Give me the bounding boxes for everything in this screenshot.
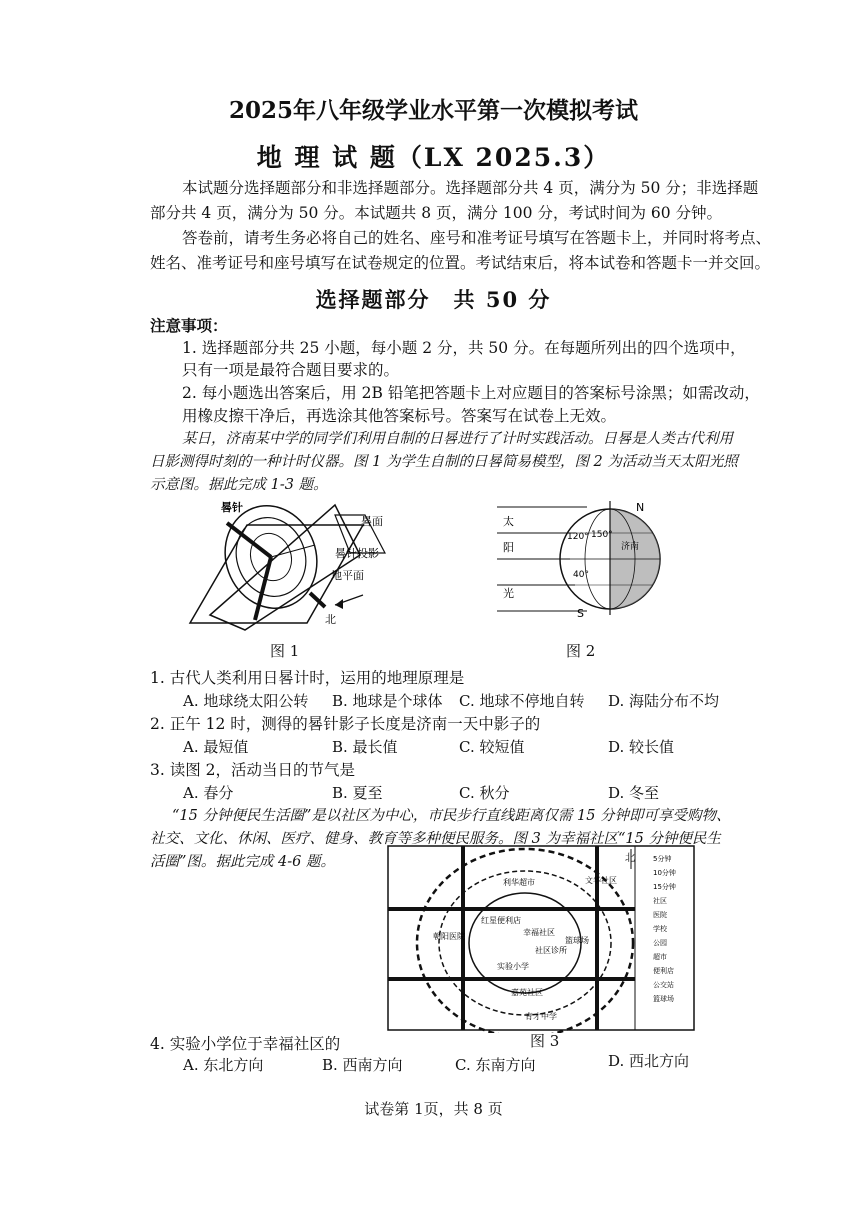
- passage1-line-3: 示意图。据此完成 1-3 题。: [150, 477, 328, 493]
- fig3-legend-1: 5分钟: [653, 855, 672, 863]
- fig3-wenhua-label: 文华社区: [585, 876, 617, 885]
- notice-label: 注意事项：: [150, 316, 228, 335]
- fig2-sun-char-3: 光: [503, 587, 514, 600]
- question-2-stem: 2. 正午 12 时，测得的晷针影子长度是济南一天中影子的: [150, 715, 541, 733]
- exam-subtitle: 地 理 试 题（LX 2025.3）: [256, 143, 611, 172]
- figure-1-sundial: [185, 495, 415, 635]
- fig3-legend-9: 便利店: [653, 967, 674, 975]
- fig3-legend-4: 社区: [653, 897, 667, 905]
- q3-option-a: A. 春分: [183, 784, 234, 802]
- fig1-face-label: 晷面: [361, 515, 383, 528]
- figure-3-caption: 图 3: [530, 1032, 560, 1050]
- fig3-xingfu-label: 幸福社区: [523, 928, 555, 937]
- intro-line-1: 本试题分选择题部分和非选择题部分。选择题部分共 4 页，满分为 50 分；非选择题: [182, 179, 759, 197]
- intro-line-4: 姓名、准考证号和座号填写在试卷规定的位置。考试结束后，将本试卷和答题卡一并交回。: [150, 254, 771, 272]
- fig3-legend-3: 15分钟: [653, 883, 676, 891]
- intro-line-2: 部分共 4 页，满分为 50 分。本试题共 8 页，满分 100 分，考试时间为 60 分钟。: [150, 204, 723, 222]
- fig3-legend-2: 10分钟: [653, 869, 676, 877]
- passage2-line-3: 活圈”图。据此完成 4-6 题。: [150, 854, 335, 870]
- fig1-shadow-label: 晷针投影: [335, 547, 379, 560]
- q1-option-b: B. 地球是个球体: [332, 692, 443, 710]
- fig3-legend-11: 篮球场: [653, 995, 674, 1003]
- fig2-lat-label: 40°: [573, 570, 589, 580]
- q2-option-d: D. 较长值: [608, 738, 675, 756]
- fig3-basket-label: 篮球场: [565, 936, 589, 945]
- exam-title: 2025年八年级学业水平第一次模拟考试: [228, 97, 638, 124]
- q3-option-d: D. 冬至: [608, 784, 660, 802]
- fig2-south-label: S: [577, 607, 584, 620]
- q4-option-b: B. 西南方向: [322, 1056, 403, 1074]
- figure-2-caption: 图 2: [566, 642, 596, 660]
- fig1-needle-label: 晷针: [221, 501, 243, 514]
- fig2-lon2-label: 150°: [591, 530, 613, 540]
- q3-option-b: B. 夏至: [332, 784, 383, 802]
- fig1-north-label: 北: [325, 613, 336, 626]
- intro-line-3: 答卷前，请考生务必将自己的姓名、座号和准考证号填写在答题卡上，并同时将考点、: [182, 229, 772, 247]
- note-2b: 用橡皮擦干净后，再选涂其他答案标号。答案写在试卷上无效。: [182, 407, 617, 425]
- passage1-line-1: 某日，济南某中学的同学们利用自制的日晷进行了计时实践活动。日晷是人类古代利用: [182, 431, 733, 447]
- note-1a: 1. 选择题部分共 25 小题，每小题 2 分，共 50 分。在每题所列出的四个选项中，: [182, 339, 746, 357]
- fig3-legend-6: 学校: [653, 925, 667, 933]
- fig2-lon1-label: 120°: [567, 532, 589, 542]
- question-3-stem: 3. 读图 2，活动当日的节气是: [150, 761, 356, 779]
- q2-option-b: B. 最长值: [332, 738, 398, 756]
- fig2-north-label: N: [636, 501, 645, 514]
- question-1-stem: 1. 古代人类利用日晷计时，运用的地理原理是: [150, 669, 465, 687]
- fig2-city-label: 济南: [621, 542, 640, 552]
- fig3-hongxing-label: 红星便利店: [481, 916, 521, 925]
- note-1b: 只有一项是最符合题目要求的。: [182, 361, 400, 379]
- passage1-line-2: 日影测得时刻的一种计时仪器。图 1 为学生自制的日晷简易模型，图 2 为活动当天太阳光照: [150, 454, 738, 470]
- figure-1-caption: 图 1: [270, 642, 300, 660]
- q2-option-c: C. 较短值: [459, 738, 525, 756]
- q2-option-a: A. 最短值: [183, 738, 249, 756]
- fig3-north-label: 北: [625, 853, 635, 864]
- q1-option-d: D. 海陆分布不均: [608, 692, 720, 710]
- fig1-ground-label: 地平面: [331, 569, 364, 582]
- figure-3-map: [385, 843, 697, 1033]
- fig3-legend-10: 公交站: [653, 981, 674, 989]
- figure-2-illumination: [495, 495, 665, 625]
- fig2-sun-char-2: 阳: [503, 541, 514, 554]
- fig3-jiayuan-label: 嘉苑社区: [511, 988, 543, 997]
- q4-option-a: A. 东北方向: [183, 1056, 264, 1074]
- page-footer: 试卷第 1页，共 8 页: [364, 1100, 503, 1118]
- fig3-legend-7: 公园: [653, 939, 667, 947]
- fig2-sun-char-1: 太: [503, 515, 514, 528]
- q1-option-a: A. 地球绕太阳公转: [183, 692, 309, 710]
- fig3-legend-5: 医院: [653, 911, 667, 919]
- q4-option-d: D. 西北方向: [608, 1052, 690, 1070]
- section-title: 选择题部分 共 50 分: [315, 287, 552, 312]
- fig3-market-label: 利华超市: [503, 878, 535, 887]
- q4-option-c: C. 东南方向: [455, 1056, 536, 1074]
- passage2-line-1: “15 分钟便民生活圈”是以社区为中心，市民步行直线距离仅需 15 分钟即可享受购物、: [172, 808, 731, 824]
- question-4-stem: 4. 实验小学位于幸福社区的: [150, 1035, 341, 1053]
- note-2a: 2. 每小题选出答案后，用 2B 铅笔把答题卡上对应题目的答案标号涂黑；如需改动，: [182, 384, 760, 402]
- fig3-clinic-label: 社区诊所: [535, 946, 567, 955]
- fig3-legend-8: 超市: [653, 953, 667, 961]
- fig3-school-label: 实验小学: [497, 962, 529, 971]
- q3-option-c: C. 秋分: [459, 784, 510, 802]
- q1-option-c: C. 地球不停地自转: [459, 692, 585, 710]
- passage2-line-2: 社交、文化、休闲、医疗、健身、教育等多种便民服务。图 3 为幸福社区“15 分钟便民生: [150, 831, 721, 847]
- fig3-hospital-label: 朝阳医院: [433, 932, 465, 941]
- fig3-middle-label: 育才中学: [525, 1012, 557, 1021]
